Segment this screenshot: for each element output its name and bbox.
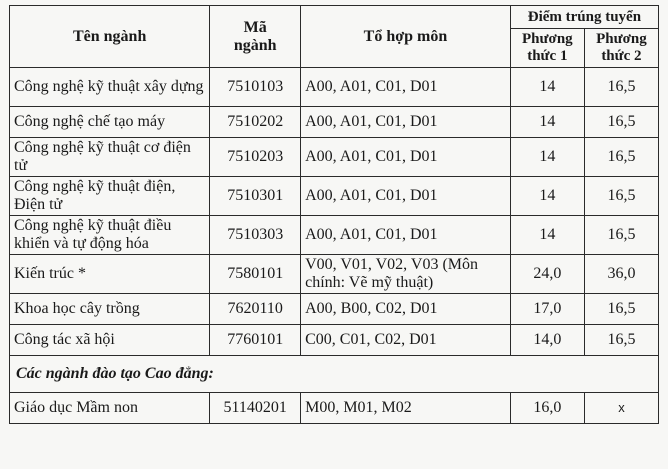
header-subject-combo: Tổ hợp môn xyxy=(301,6,511,68)
table-row xyxy=(10,216,659,255)
score-method-2: x xyxy=(584,393,658,424)
major-name: Khoa học cây trồng xyxy=(10,294,210,325)
subject-combo: A00, A01, C01, D01 xyxy=(301,138,511,177)
score-method-2: 16,5 xyxy=(584,177,658,216)
table-row xyxy=(10,68,659,107)
subject-combo: C00, C01, C02, D01 xyxy=(301,325,511,356)
major-code: 7760101 xyxy=(210,325,301,356)
score-method-1: 14 xyxy=(510,107,584,138)
major-name: Công nghệ kỹ thuật điều khiển và tự động hóa xyxy=(10,216,210,255)
score-method-2: 16,5 xyxy=(584,294,658,325)
major-name: Công nghệ kỹ thuật cơ điện tử xyxy=(10,138,210,177)
score-method-2: 16,5 xyxy=(584,216,658,255)
score-method-1: 14 xyxy=(510,68,584,107)
header-admission-score: Điểm trúng tuyển xyxy=(510,6,658,29)
header-major-name: Tên ngành xyxy=(10,6,210,68)
header-method-1: Phương thức 1 xyxy=(510,29,584,68)
table-row xyxy=(10,177,659,216)
score-method-1: 14 xyxy=(510,177,584,216)
major-name: Giáo dục Mầm non xyxy=(10,393,210,424)
score-method-1: 14 xyxy=(510,138,584,177)
subject-combo: A00, B00, C02, D01 xyxy=(301,294,511,325)
score-method-2: 16,5 xyxy=(584,325,658,356)
major-code: 7510202 xyxy=(210,107,301,138)
score-method-2: 16,5 xyxy=(584,138,658,177)
major-name: Công nghệ kỹ thuật điện, Điện tử xyxy=(10,177,210,216)
score-method-2: 36,0 xyxy=(584,255,658,294)
major-code: 7510203 xyxy=(210,138,301,177)
score-method-2: 16,5 xyxy=(584,68,658,107)
admission-table-container xyxy=(9,5,659,424)
subject-combo: A00, A01, C01, D01 xyxy=(301,68,511,107)
major-code: 7510303 xyxy=(210,216,301,255)
major-name: Kiến trúc * xyxy=(10,255,210,294)
subject-combo: A00, A01, C01, D01 xyxy=(301,177,511,216)
table-row xyxy=(10,393,659,424)
admission-scores-table xyxy=(9,5,659,424)
table-row xyxy=(10,294,659,325)
score-method-1: 24,0 xyxy=(510,255,584,294)
subject-combo: A00, A01, C01, D01 xyxy=(301,216,511,255)
major-code: 7620110 xyxy=(210,294,301,325)
score-method-1: 17,0 xyxy=(510,294,584,325)
table-row xyxy=(10,255,659,294)
score-method-1: 14 xyxy=(510,216,584,255)
header-method-2: Phương thức 2 xyxy=(584,29,658,68)
major-name: Công nghệ kỹ thuật xây dựng xyxy=(10,68,210,107)
subject-combo: A00, A01, C01, D01 xyxy=(301,107,511,138)
major-code: 7510301 xyxy=(210,177,301,216)
section-row xyxy=(10,356,659,393)
table-row xyxy=(10,107,659,138)
subject-combo: M00, M01, M02 xyxy=(301,393,511,424)
header-major-code: Mã ngành xyxy=(210,6,301,68)
major-code: 7580101 xyxy=(210,255,301,294)
score-method-1: 14,0 xyxy=(510,325,584,356)
major-name: Công nghệ chế tạo máy xyxy=(10,107,210,138)
table-row xyxy=(10,325,659,356)
section-title: Các ngành đào tạo Cao đẳng: xyxy=(10,356,659,393)
table-row xyxy=(10,138,659,177)
major-code: 51140201 xyxy=(210,393,301,424)
subject-combo: V00, V01, V02, V03 (Môn chính: Vẽ mỹ thuật) xyxy=(301,255,511,294)
major-code: 7510103 xyxy=(210,68,301,107)
score-method-2: 16,5 xyxy=(584,107,658,138)
score-method-1: 16,0 xyxy=(510,393,584,424)
major-name: Công tác xã hội xyxy=(10,325,210,356)
